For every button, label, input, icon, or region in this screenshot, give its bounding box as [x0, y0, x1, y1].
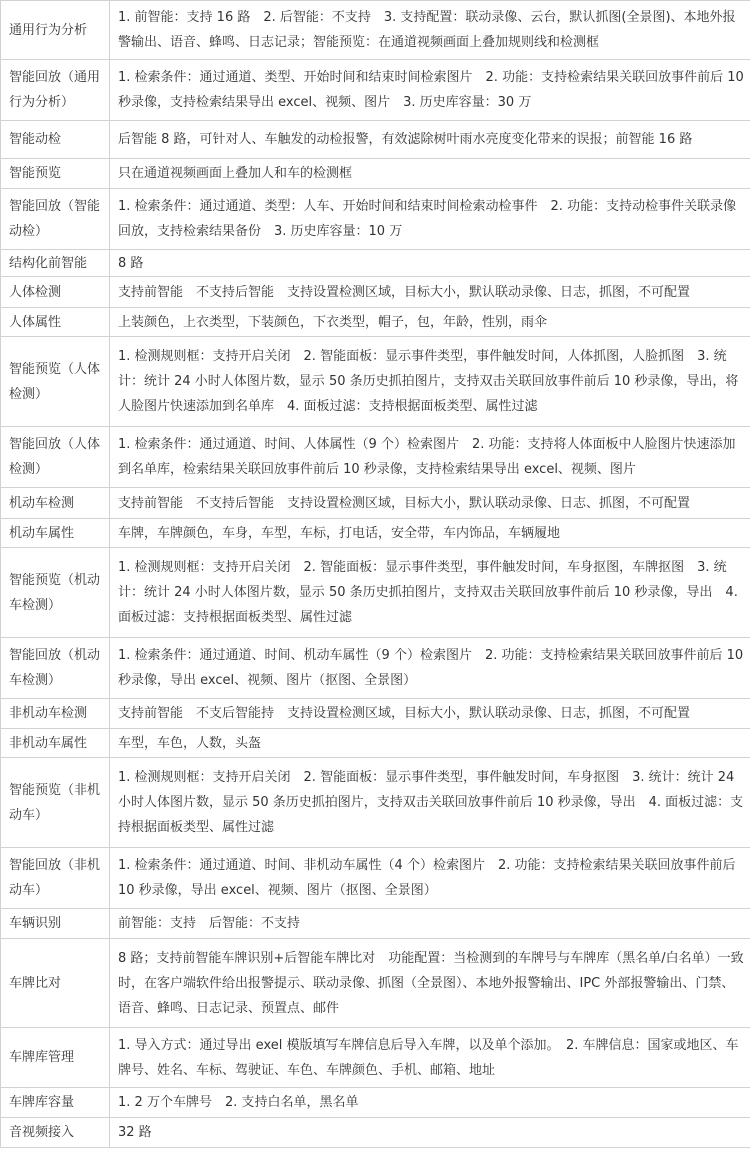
row-value: 车型，车色，人数，头盔	[110, 729, 750, 758]
table-row	[1, 250, 750, 277]
row-label: 车辆识别	[1, 909, 110, 939]
row-value: 8 路	[110, 250, 750, 277]
row-label: 机动车属性	[1, 519, 110, 548]
table-row	[1, 638, 750, 699]
row-label: 车牌库管理	[1, 1028, 110, 1088]
table-row	[1, 60, 750, 121]
row-label: 车牌库容量	[1, 1088, 110, 1118]
table-row	[1, 909, 750, 939]
table-row	[1, 277, 750, 308]
row-label: 音视频接入	[1, 1118, 110, 1148]
table-row	[1, 427, 750, 488]
table-row	[1, 519, 750, 548]
table-row	[1, 548, 750, 638]
row-value: 1. 检索条件：通过通道、类型：人车、开始时间和结束时间检索动检事件 2. 功能：支持动检事件关联录像回放，支持检索结果备份 3. 历史库容量：10 万	[110, 189, 750, 250]
table-row	[1, 121, 750, 159]
row-value: 1. 2 万个车牌号 2. 支持白名单，黑名单	[110, 1088, 750, 1118]
row-label: 智能回放（智能动检）	[1, 189, 110, 250]
table-row	[1, 1028, 750, 1088]
table-row	[1, 159, 750, 189]
row-value: 1. 导入方式：通过导出 exel 模版填写车牌信息后导入车牌，以及单个添加。 2. 车牌信息：国家或地区、车牌号、姓名、车标、驾驶证、车色、车牌颜色、手机、邮箱、地址	[110, 1028, 750, 1088]
row-value: 32 路	[110, 1118, 750, 1148]
row-label: 智能回放（机动车检测）	[1, 638, 110, 699]
row-label: 智能回放（通用行为分析）	[1, 60, 110, 121]
table-row	[1, 488, 750, 519]
row-value: 1. 检索条件：通过通道、时间、非机动车属性（4 个）检索图片 2. 功能：支持检索结果关联回放事件前后 10 秒录像，导出 excel、视频、图片（抠图、全景图）	[110, 848, 750, 909]
row-label: 智能回放（非机动车）	[1, 848, 110, 909]
row-value: 车牌，车牌颜色，车身，车型，车标，打电话，安全带，车内饰品，车辆履地	[110, 519, 750, 548]
table-row	[1, 939, 750, 1028]
spec-table-body	[1, 1, 750, 1148]
row-value: 1. 检索条件：通过通道、时间、机动车属性（9 个）检索图片 2. 功能：支持检索结果关联回放事件前后 10 秒录像，导出 excel、视频、图片（抠图、全景图）	[110, 638, 750, 699]
table-row	[1, 1118, 750, 1148]
row-value: 上装颜色，上衣类型，下装颜色，下衣类型，帽子，包，年龄，性别，雨伞	[110, 308, 750, 337]
table-row	[1, 189, 750, 250]
row-label: 智能预览（机动车检测）	[1, 548, 110, 638]
row-label: 智能动检	[1, 121, 110, 159]
row-value: 只在通道视频画面上叠加人和车的检测框	[110, 159, 750, 189]
row-value: 1. 检测规则框：支持开启关闭 2. 智能面板：显示事件类型，事件触发时间，车身抠图 3. 统计：统计 24 小时人体图片数，显示 50 条历史抓拍图片，支持双击关联回放事件前后 10 秒录像，导出 4. 面板过滤：支持根据面板类型、属性过滤	[110, 758, 750, 848]
row-label: 智能预览（人体检测）	[1, 337, 110, 427]
row-label: 人体属性	[1, 308, 110, 337]
row-value: 支持前智能 不支后智能持 支持设置检测区域，目标大小，默认联动录像、日志，抓图，不可配置	[110, 699, 750, 729]
row-label: 车牌比对	[1, 939, 110, 1028]
row-value: 1. 检测规则框：支持开启关闭 2. 智能面板：显示事件类型，事件触发时间，人体抓图，人脸抓图 3. 统计：统计 24 小时人体图片数，显示 50 条历史抓拍图片，支持双击关联回放事件前后 10 秒录像，导出，将人脸图片快速添加到名单库 4. 面板过滤：支持根据面板类型、属性过滤	[110, 337, 750, 427]
row-value: 1. 检测规则框：支持开启关闭 2. 智能面板：显示事件类型，事件触发时间，车身抠图，车牌抠图 3. 统计：统计 24 小时人体图片数，显示 50 条历史抓拍图片，支持双击关联回放事件前后 10 秒录像，导出 4. 面板过滤：支持根据面板类型、属性过滤	[110, 548, 750, 638]
table-row	[1, 758, 750, 848]
row-value: 后智能 8 路，可针对人、车触发的动检报警，有效滤除树叶雨水亮度变化带来的误报；前智能 16 路	[110, 121, 750, 159]
table-row	[1, 848, 750, 909]
row-value: 8 路；支持前智能车牌识别+后智能车牌比对 功能配置：当检测到的车牌号与车牌库（黑名单/白名单）一致时，在客户端软件给出报警提示、联动录像、抓图（全景图）、本地外报警输出、IPC 外部报警输出、门禁、语音、蜂鸣、日志记录、预置点、邮件	[110, 939, 750, 1028]
row-label: 通用行为分析	[1, 1, 110, 60]
row-label: 智能回放（人体检测）	[1, 427, 110, 488]
row-label: 人体检测	[1, 277, 110, 308]
row-value: 前智能：支持 后智能：不支持	[110, 909, 750, 939]
table-row	[1, 699, 750, 729]
row-value: 1. 前智能：支持 16 路 2. 后智能：不支持 3. 支持配置：联动录像、云台，默认抓图(全景图)、本地外报警输出、语音、蜂鸣、日志记录；智能预览：在通道视频画面上叠加规则线和检测框	[110, 1, 750, 60]
row-label: 非机动车检测	[1, 699, 110, 729]
table-row	[1, 1, 750, 60]
row-label: 智能预览（非机动车）	[1, 758, 110, 848]
table-row	[1, 729, 750, 758]
row-value: 1. 检索条件：通过通道、类型、开始时间和结束时间检索图片 2. 功能：支持检索结果关联回放事件前后 10 秒录像，支持检索结果导出 excel、视频、图片 3. 历史库容量：30 万	[110, 60, 750, 121]
row-label: 机动车检测	[1, 488, 110, 519]
row-value: 1. 检索条件：通过通道、时间、人体属性（9 个）检索图片 2. 功能：支持将人体面板中人脸图片快速添加到名单库，检索结果关联回放事件前后 10 秒录像，支持检索结果导出 excel、视频、图片	[110, 427, 750, 488]
row-value: 支持前智能 不支持后智能 支持设置检测区域，目标大小，默认联动录像、日志，抓图，不可配置	[110, 277, 750, 308]
row-label: 非机动车属性	[1, 729, 110, 758]
table-row	[1, 1088, 750, 1118]
row-value: 支持前智能 不支持后智能 支持设置检测区域，目标大小，默认联动录像、日志、抓图，不可配置	[110, 488, 750, 519]
row-label: 结构化前智能	[1, 250, 110, 277]
table-row	[1, 308, 750, 337]
table-row	[1, 337, 750, 427]
row-label: 智能预览	[1, 159, 110, 189]
